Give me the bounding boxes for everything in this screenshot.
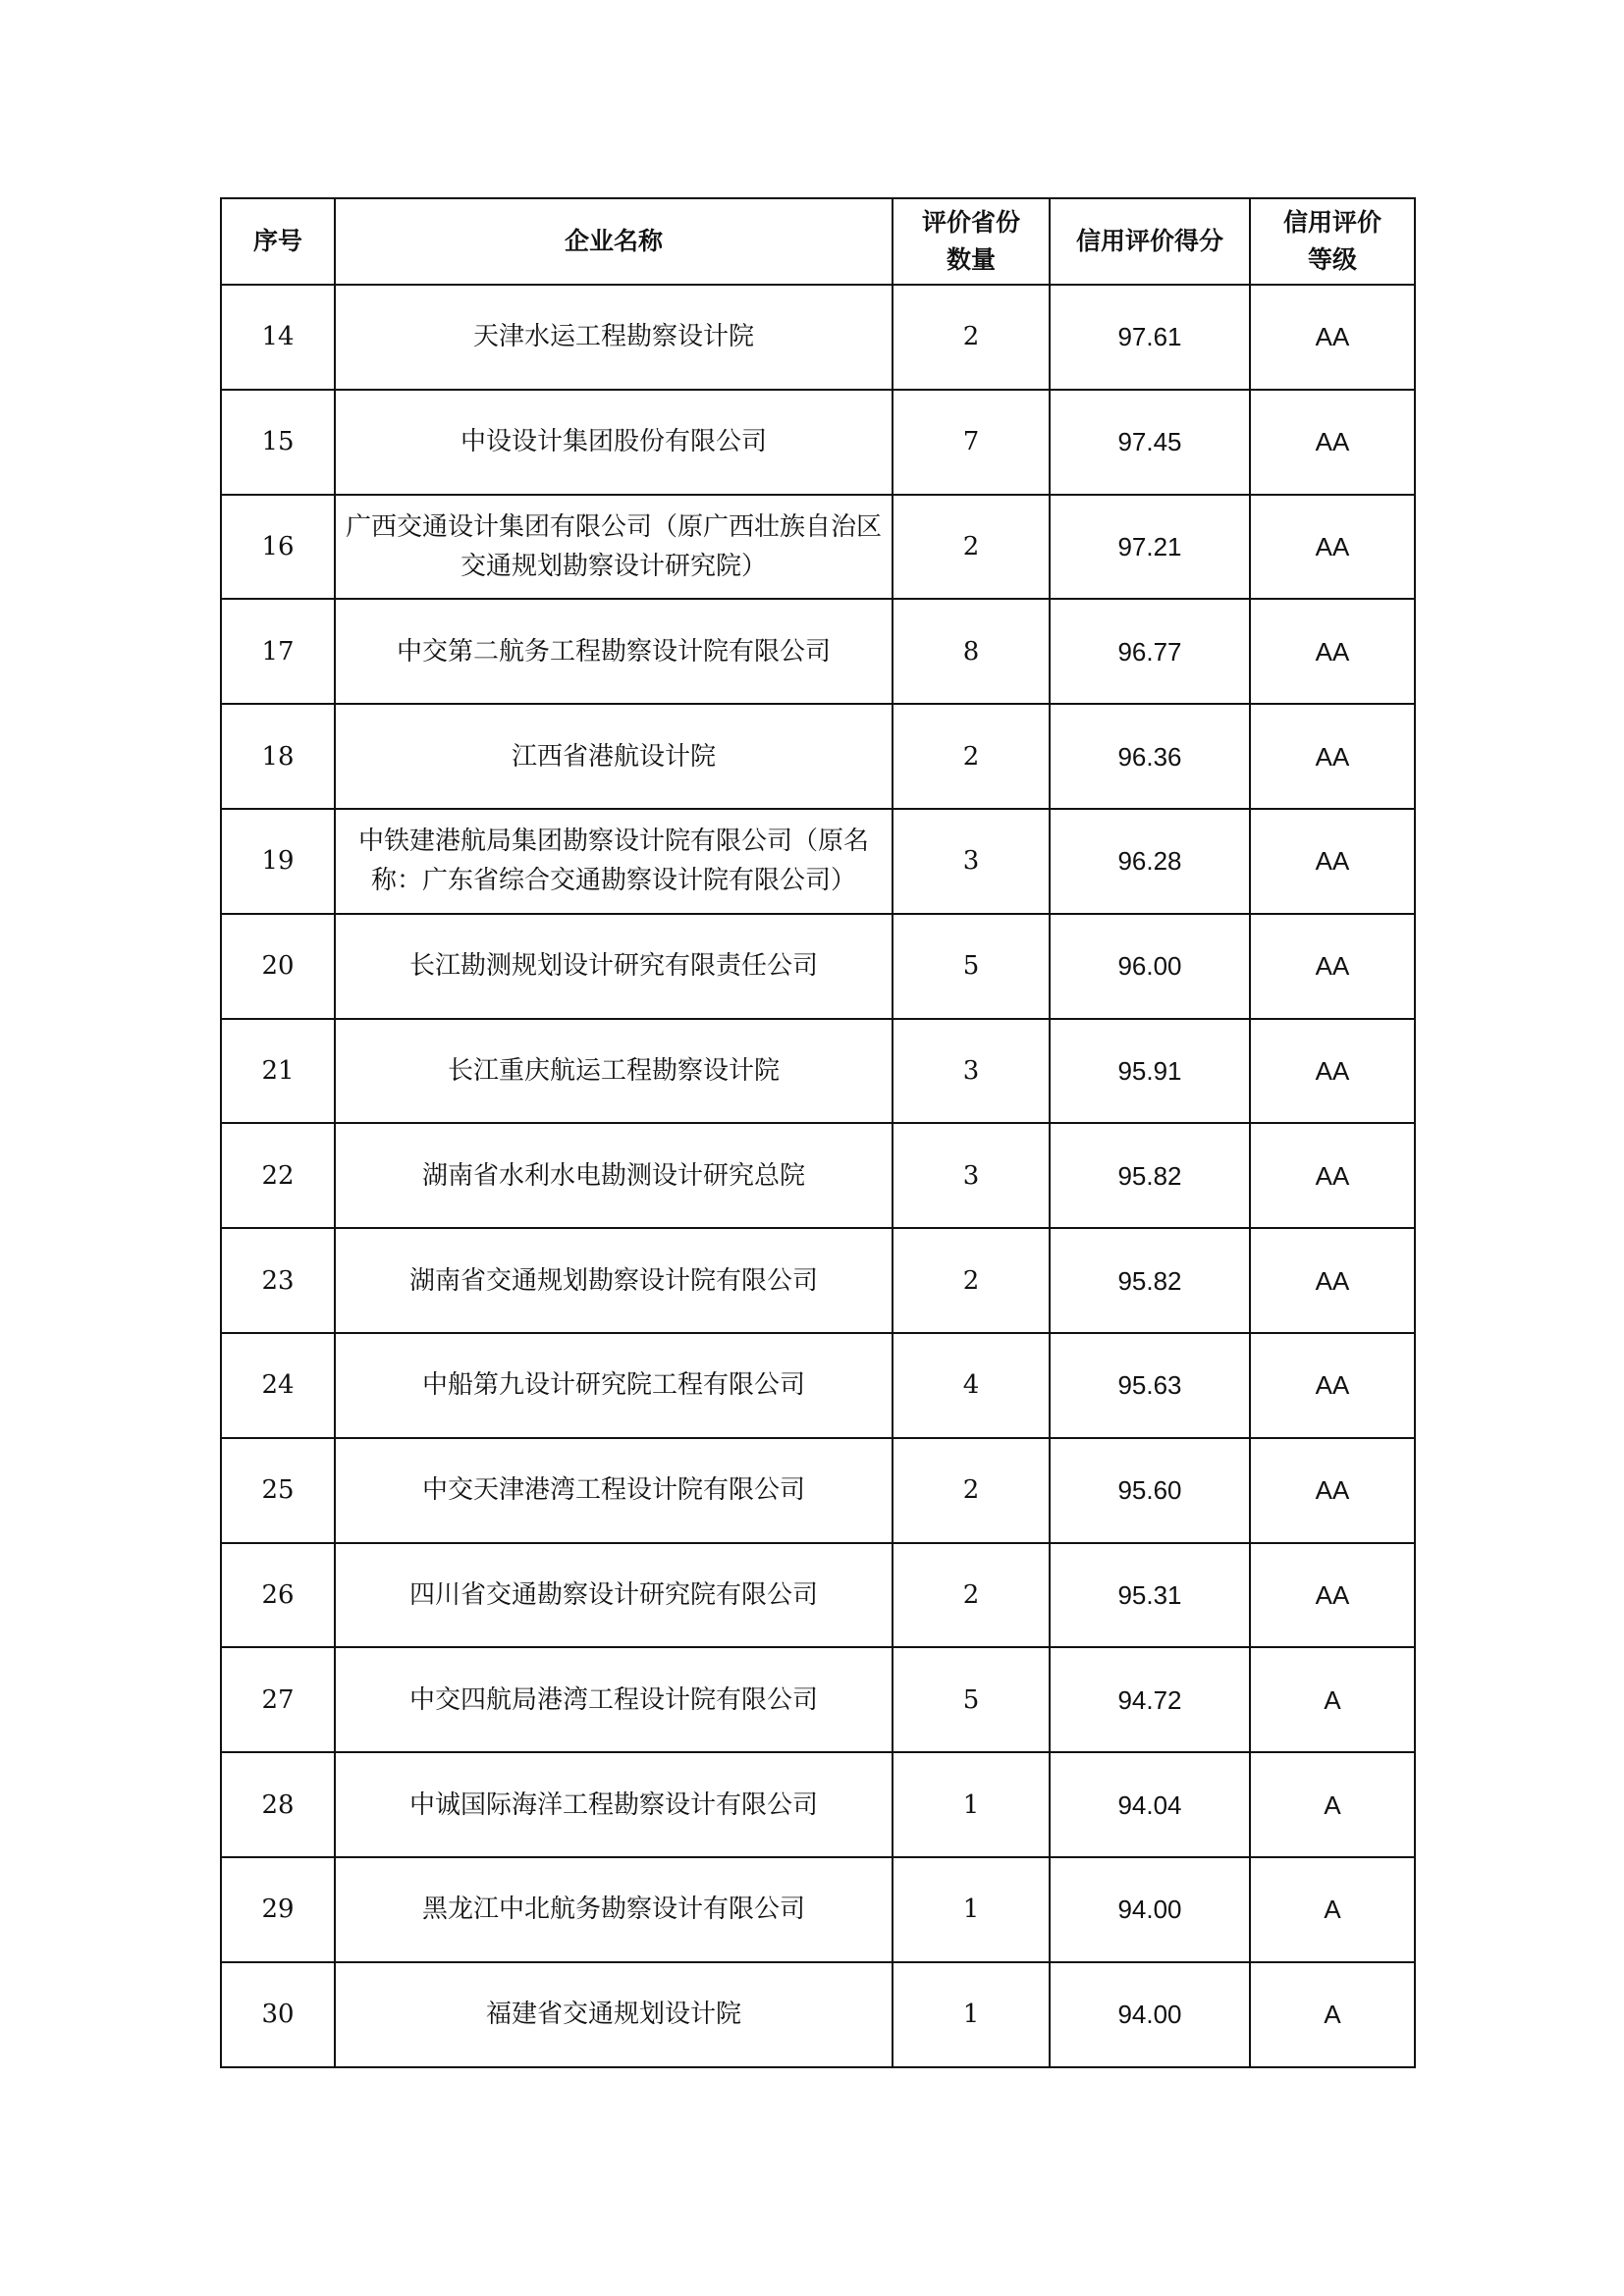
header-province-count-line1: 评价省份 (921, 208, 1020, 237)
row-seq: 30 (221, 1962, 335, 2067)
header-credit-grade (1250, 198, 1415, 285)
province-count: 5 (893, 914, 1050, 1019)
table-row (221, 704, 1415, 809)
credit-score: 95.82 (1050, 1228, 1250, 1333)
table-row (221, 1543, 1415, 1648)
province-count: 1 (893, 1752, 1050, 1857)
header-credit-grade-line2: 等级 (1307, 245, 1357, 274)
credit-grade: AA (1250, 599, 1415, 704)
company-name: 中交天津港湾工程设计院有限公司 (335, 1438, 893, 1543)
credit-grade: AA (1250, 285, 1415, 390)
company-name: 湖南省水利水电勘测设计研究总院 (335, 1123, 893, 1228)
province-count: 4 (893, 1333, 1050, 1438)
company-name: 福建省交通规划设计院 (335, 1962, 893, 2067)
province-count: 2 (893, 495, 1050, 600)
province-count: 1 (893, 1962, 1050, 2067)
credit-score: 94.00 (1050, 1857, 1250, 1962)
row-seq: 18 (221, 704, 335, 809)
province-count: 5 (893, 1647, 1050, 1752)
company-name: 黑龙江中北航务勘察设计有限公司 (335, 1857, 893, 1962)
credit-score: 97.61 (1050, 285, 1250, 390)
header-province-count (893, 198, 1050, 285)
table-row (221, 1438, 1415, 1543)
credit-grade: AA (1250, 1333, 1415, 1438)
province-count: 3 (893, 1123, 1050, 1228)
row-seq: 29 (221, 1857, 335, 1962)
province-count: 1 (893, 1857, 1050, 1962)
header-province-count-line2: 数量 (946, 245, 996, 274)
table-row (221, 495, 1415, 600)
credit-score: 96.28 (1050, 809, 1250, 914)
table-row (221, 1647, 1415, 1752)
credit-score: 96.00 (1050, 914, 1250, 1019)
province-count: 7 (893, 390, 1050, 495)
row-seq: 20 (221, 914, 335, 1019)
province-count: 3 (893, 809, 1050, 914)
table-row (221, 599, 1415, 704)
credit-score: 96.36 (1050, 704, 1250, 809)
credit-score: 94.00 (1050, 1962, 1250, 2067)
row-seq: 14 (221, 285, 335, 390)
row-seq: 25 (221, 1438, 335, 1543)
province-count: 3 (893, 1019, 1050, 1124)
credit-grade: A (1250, 1647, 1415, 1752)
company-name: 中设设计集团股份有限公司 (335, 390, 893, 495)
credit-score: 94.04 (1050, 1752, 1250, 1857)
table-row (221, 1123, 1415, 1228)
table-row (221, 914, 1415, 1019)
table-row (221, 1962, 1415, 2067)
credit-grade: AA (1250, 914, 1415, 1019)
row-seq: 22 (221, 1123, 335, 1228)
credit-rating-table (220, 197, 1416, 2068)
province-count: 2 (893, 1543, 1050, 1648)
credit-grade: A (1250, 1962, 1415, 2067)
row-seq: 28 (221, 1752, 335, 1857)
company-name: 湖南省交通规划勘察设计院有限公司 (335, 1228, 893, 1333)
header-credit-score: 信用评价得分 (1050, 198, 1250, 285)
company-name: 中铁建港航局集团勘察设计院有限公司（原名称：广东省综合交通勘察设计院有限公司） (335, 809, 893, 914)
table-row (221, 285, 1415, 390)
credit-score: 95.60 (1050, 1438, 1250, 1543)
province-count: 2 (893, 1438, 1050, 1543)
credit-score: 96.77 (1050, 599, 1250, 704)
row-seq: 15 (221, 390, 335, 495)
credit-score: 95.82 (1050, 1123, 1250, 1228)
table-row (221, 1857, 1415, 1962)
credit-grade: A (1250, 1752, 1415, 1857)
credit-score: 95.63 (1050, 1333, 1250, 1438)
credit-grade: AA (1250, 809, 1415, 914)
header-company-name: 企业名称 (335, 198, 893, 285)
row-seq: 24 (221, 1333, 335, 1438)
table-row (221, 1019, 1415, 1124)
table-row (221, 390, 1415, 495)
company-name: 中船第九设计研究院工程有限公司 (335, 1333, 893, 1438)
company-name: 中交四航局港湾工程设计院有限公司 (335, 1647, 893, 1752)
table-row (221, 809, 1415, 914)
credit-score: 97.21 (1050, 495, 1250, 600)
credit-score: 95.31 (1050, 1543, 1250, 1648)
company-name: 天津水运工程勘察设计院 (335, 285, 893, 390)
credit-grade: AA (1250, 1123, 1415, 1228)
province-count: 2 (893, 285, 1050, 390)
credit-score: 95.91 (1050, 1019, 1250, 1124)
header-credit-grade-line1: 信用评价 (1282, 208, 1381, 237)
company-name: 长江勘测规划设计研究有限责任公司 (335, 914, 893, 1019)
row-seq: 19 (221, 809, 335, 914)
credit-grade: A (1250, 1857, 1415, 1962)
row-seq: 27 (221, 1647, 335, 1752)
company-name: 江西省港航设计院 (335, 704, 893, 809)
row-seq: 16 (221, 495, 335, 600)
credit-score: 94.72 (1050, 1647, 1250, 1752)
row-seq: 21 (221, 1019, 335, 1124)
credit-grade: AA (1250, 390, 1415, 495)
credit-grade: AA (1250, 1228, 1415, 1333)
row-seq: 23 (221, 1228, 335, 1333)
header-seq: 序号 (221, 198, 335, 285)
row-seq: 17 (221, 599, 335, 704)
company-name: 中诚国际海洋工程勘察设计有限公司 (335, 1752, 893, 1857)
credit-grade: AA (1250, 704, 1415, 809)
credit-grade: AA (1250, 1019, 1415, 1124)
credit-grade: AA (1250, 495, 1415, 600)
header-row (221, 198, 1415, 285)
table-row (221, 1228, 1415, 1333)
credit-grade: AA (1250, 1543, 1415, 1648)
company-name: 中交第二航务工程勘察设计院有限公司 (335, 599, 893, 704)
company-name: 广西交通设计集团有限公司（原广西壮族自治区交通规划勘察设计研究院） (335, 495, 893, 600)
province-count: 2 (893, 704, 1050, 809)
row-seq: 26 (221, 1543, 335, 1648)
company-name: 长江重庆航运工程勘察设计院 (335, 1019, 893, 1124)
credit-score: 97.45 (1050, 390, 1250, 495)
province-count: 2 (893, 1228, 1050, 1333)
credit-grade: AA (1250, 1438, 1415, 1543)
table-row (221, 1333, 1415, 1438)
province-count: 8 (893, 599, 1050, 704)
company-name: 四川省交通勘察设计研究院有限公司 (335, 1543, 893, 1648)
table-row (221, 1752, 1415, 1857)
